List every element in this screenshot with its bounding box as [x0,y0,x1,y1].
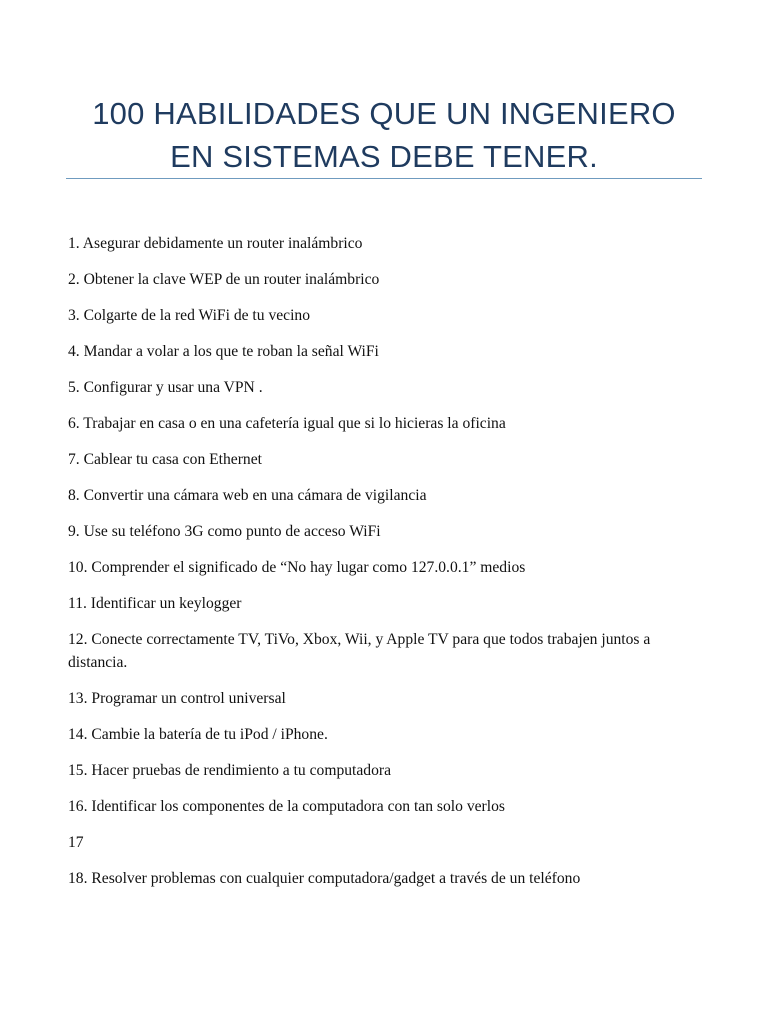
list-item: 2. Obtener la clave WEP de un router inalámbrico [68,271,380,288]
list-item: 8. Convertir una cámara web en una cámara de vigilancia [68,487,427,504]
title-divider [66,178,702,179]
list-item: 1. Asegurar debidamente un router inalámbrico [68,235,363,252]
list-item: 11. Identificar un keylogger [68,595,242,612]
list-item: 16. Identificar los componentes de la computadora con tan solo verlos [68,798,505,815]
list-item: 9. Use su teléfono 3G como punto de acceso WiFi [68,523,381,540]
title-line-2: EN SISTEMAS DEBE TENER. [170,139,598,174]
list-item: 10. Comprender el significado de “No hay lugar como 127.0.0.1” medios [68,559,526,576]
list-item: 18. Resolver problemas con cualquier computadora/gadget a través de un teléfono [68,870,581,887]
list-item: 7. Cablear tu casa con Ethernet [68,451,262,468]
list-item: 12. Conecte correctamente TV, TiVo, Xbox, Wii, y Apple TV para que todos trabajen juntos a distancia. [68,631,651,671]
list-item: 15. Hacer pruebas de rendimiento a tu computadora [68,762,392,779]
list-item: 6. Trabajar en casa o en una cafetería igual que si lo hicieras la oficina [68,415,506,432]
page-title [66,92,702,178]
list-item: 3. Colgarte de la red WiFi de tu vecino [68,307,311,324]
list-item: 5. Configurar y usar una VPN . [68,379,263,396]
list-item: 17 [68,834,84,851]
title-line-1: 100 HABILIDADES QUE UN INGENIERO [92,96,676,131]
list-item: 13. Programar un control universal [68,690,286,707]
list-item: 14. Cambie la batería de tu iPod / iPhone. [68,726,328,743]
list-item: 4. Mandar a volar a los que te roban la señal WiFi [68,343,379,360]
skills-list [68,232,708,903]
